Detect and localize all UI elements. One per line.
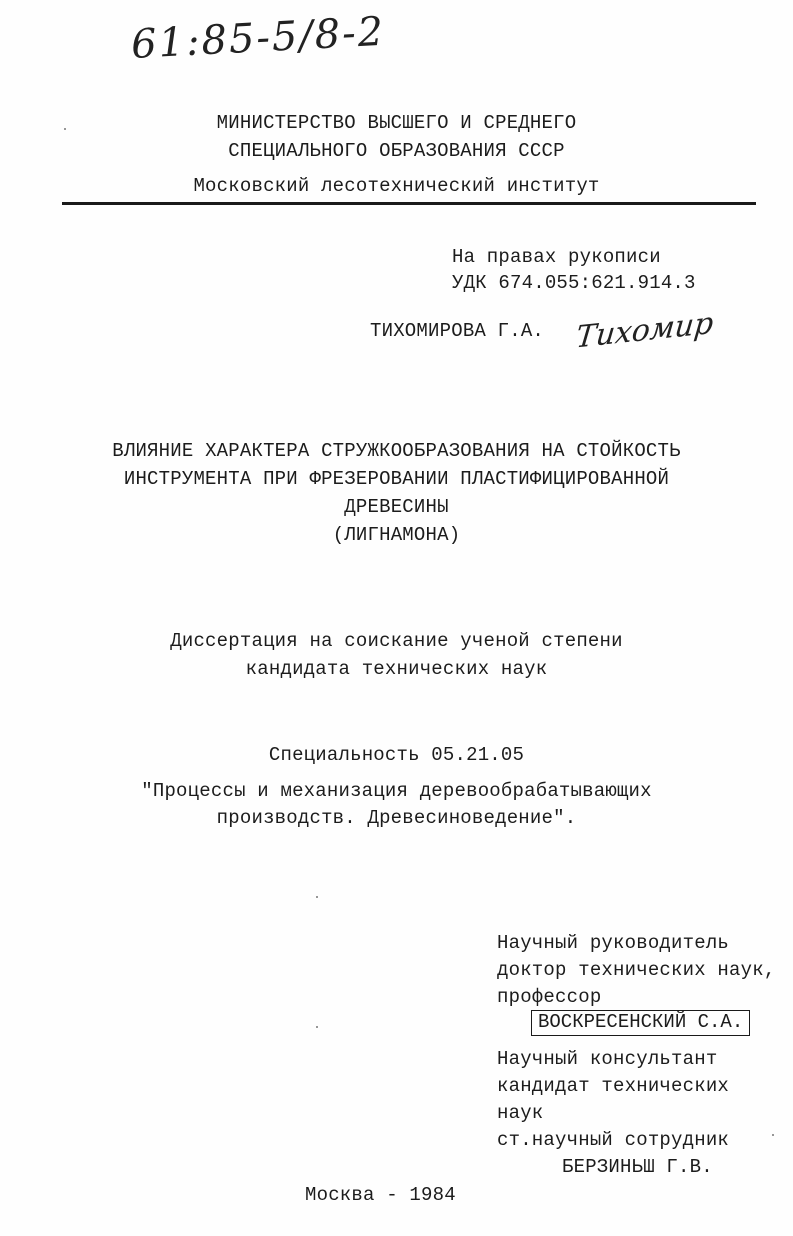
author-signature: Тихомир bbox=[574, 305, 715, 356]
specialty-name-line-1: "Процессы и механизация деревообрабатывающих bbox=[141, 780, 652, 802]
udc-code: УДК 674.055:621.914.3 bbox=[452, 272, 696, 294]
title-line-2: ИНСТРУМЕНТА ПРИ ФРЕЗЕРОВАНИИ ПЛАСТИФИЦИРОВАННОЙ bbox=[123, 468, 670, 490]
margin-dot bbox=[316, 1026, 318, 1028]
ministry-line-1: МИНИСТЕРСТВО ВЫСШЕГО И СРЕДНЕГО bbox=[216, 112, 577, 134]
margin-dot bbox=[316, 896, 318, 898]
supervisor-degree: доктор технических наук, bbox=[497, 959, 776, 981]
author-name: ТИХОМИРОВА Г.А. bbox=[370, 320, 545, 342]
archive-code: 61:85-5/8-2 bbox=[130, 8, 387, 68]
city-year: Москва - 1984 bbox=[305, 1184, 456, 1206]
ministry-line-2: СПЕЦИАЛЬНОГО ОБРАЗОВАНИЯ СССР bbox=[228, 140, 565, 162]
consultant-role: Научный консультант bbox=[497, 1048, 718, 1070]
supervisor-title: профессор bbox=[497, 986, 602, 1008]
consultant-name: БЕРЗИНЬШ Г.В. bbox=[562, 1156, 713, 1178]
header-divider bbox=[62, 202, 756, 205]
consultant-position: ст.научный сотрудник bbox=[497, 1129, 730, 1151]
dissertation-line-2: кандидата технических наук bbox=[245, 658, 548, 680]
specialty-code: Специальность 05.21.05 bbox=[268, 744, 525, 766]
consultant-degree-line-1: кандидат технических bbox=[497, 1075, 730, 1097]
supervisor-name: ВОСКРЕСЕНСКИЙ С.А. bbox=[531, 1010, 750, 1036]
title-line-4: (ЛИГНАМОНА) bbox=[332, 524, 461, 546]
consultant-degree-line-2: наук bbox=[497, 1102, 544, 1124]
specialty-name-line-2: производств. Древесиноведение". bbox=[216, 807, 577, 829]
title-line-1: ВЛИЯНИЕ ХАРАКТЕРА СТРУЖКООБРАЗОВАНИЯ НА СТОЙКОСТЬ bbox=[112, 440, 681, 462]
title-line-3: ДРЕВЕСИНЫ bbox=[344, 496, 449, 518]
institute-name: Московский лесотехнический институт bbox=[193, 175, 600, 197]
supervisor-role: Научный руководитель bbox=[497, 932, 730, 954]
dissertation-line-1: Диссертация на соискание ученой степени bbox=[170, 630, 623, 652]
manuscript-rights: На правах рукописи bbox=[452, 246, 661, 268]
margin-dot bbox=[772, 1134, 774, 1136]
